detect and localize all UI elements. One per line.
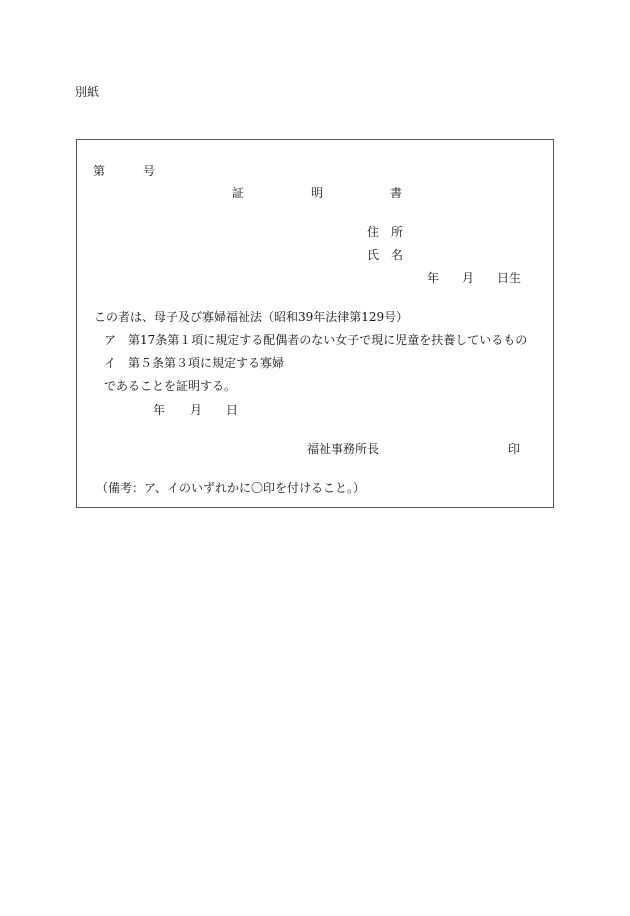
- attachment-label: 別紙: [75, 85, 100, 99]
- name-label: 氏 名: [367, 248, 404, 262]
- date-day-label: 日: [226, 403, 239, 417]
- note-text: （備考：ア、イのいずれかに〇印を付けること。）: [96, 481, 366, 495]
- address-label: 住 所: [367, 225, 404, 239]
- intro-text: この者は、母子及び寡婦福祉法（昭和39年法律第129号）: [94, 310, 409, 324]
- date-year-label: 年: [153, 403, 166, 417]
- title-char-2: 明: [311, 186, 324, 200]
- number-suffix: 号: [143, 164, 156, 178]
- title-char-3: 書: [390, 186, 403, 200]
- seal-mark: 印: [508, 442, 521, 456]
- birth-month-label: 月: [462, 271, 475, 285]
- option-a: ア 第17条第１項に規定する配偶者のない女子で現に児童を扶養しているもの: [104, 333, 528, 347]
- birth-year-label: 年: [427, 271, 440, 285]
- date-month-label: 月: [190, 403, 203, 417]
- number-prefix: 第: [93, 164, 106, 178]
- birth-day-label: 日生: [497, 271, 522, 285]
- conclusion-text: であることを証明する。: [104, 379, 237, 393]
- title-char-1: 証: [232, 186, 245, 200]
- office-head-label: 福祉事務所長: [307, 442, 380, 456]
- option-i: イ 第５条第３項に規定する寡婦: [104, 356, 285, 370]
